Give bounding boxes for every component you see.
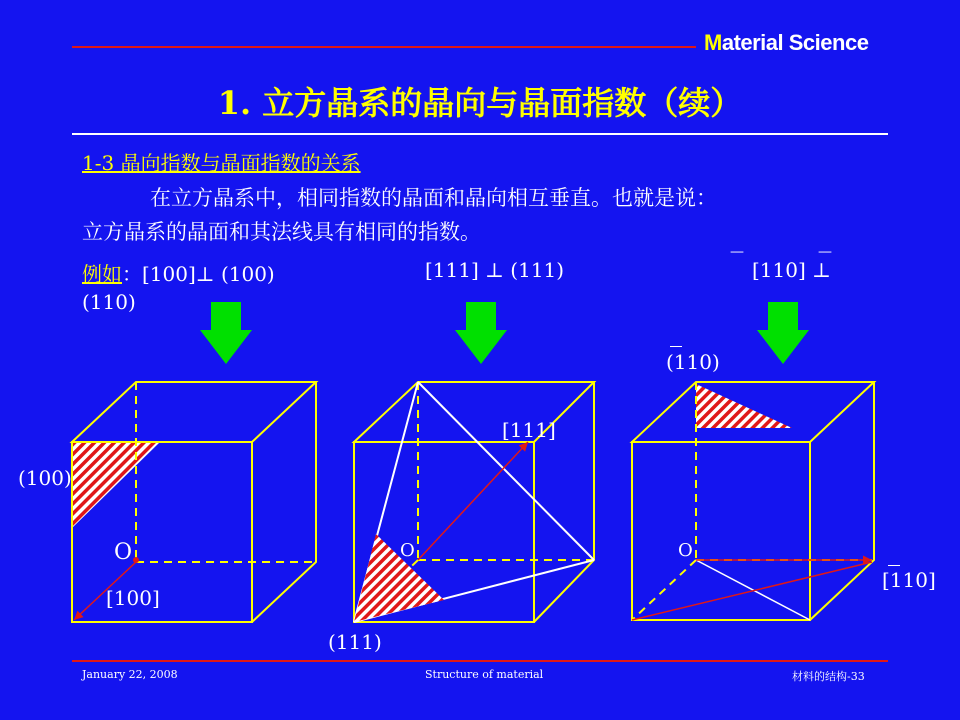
footer-date: January 22, 2008 xyxy=(82,668,178,681)
example-3-overbar: — xyxy=(730,244,744,260)
example-word: 例如 xyxy=(82,262,122,286)
brand-initial: M xyxy=(704,30,722,55)
cube-2-origin-label: O xyxy=(400,540,415,561)
down-arrow-icon xyxy=(757,302,809,364)
cube-1-plane-label: (100) xyxy=(18,466,72,490)
cube-2-dir-label: [111] xyxy=(502,418,556,442)
cube-1-origin-label: O xyxy=(114,540,133,565)
cube-3-origin-label: O xyxy=(678,540,693,561)
body-line-1: 在立方晶系中，相同指数的晶面和晶向相互垂直。也就是说： xyxy=(150,186,717,210)
section-subtitle: 1-3 晶向指数与晶面指数的关系 xyxy=(82,151,361,175)
cube-1-dir-label: [100] xyxy=(106,586,160,610)
example-colon: ： xyxy=(122,262,142,286)
cube-3-dir-label: [110] xyxy=(882,568,936,592)
footer-center: Structure of material xyxy=(425,668,544,681)
cube-2-plane-label: (111) xyxy=(328,630,382,654)
cube-3-plane-label: (110) xyxy=(666,350,720,374)
cube-3-diagram xyxy=(632,382,874,620)
down-arrow-icon xyxy=(200,302,252,364)
cube-3-dir-overbar xyxy=(888,565,900,566)
brand-text: aterial Science xyxy=(721,30,869,55)
example-3: [110] ⊥ xyxy=(752,258,831,282)
footer-rule-red xyxy=(72,660,888,662)
page-title: 1. 立方晶系的晶向与晶面指数（续） xyxy=(217,84,743,122)
footer-page-number: 材料的结构-33 xyxy=(792,670,865,683)
body-line-2: 立方晶系的晶面和其法线具有相同的指数。 xyxy=(82,220,481,244)
example-1: [100]⊥ (100) xyxy=(142,262,275,286)
cube-3-plane-110 xyxy=(696,384,792,428)
example-3-overbar-2: — xyxy=(818,244,832,260)
down-arrow-icon xyxy=(455,302,507,364)
cube-3-plane-overbar xyxy=(670,346,682,347)
cube-2-diagram xyxy=(354,382,594,622)
example-2: [111] ⊥ (111) xyxy=(425,258,565,282)
cube-1-plane-100 xyxy=(72,442,160,528)
example-1-wrap: (110) xyxy=(82,290,136,314)
